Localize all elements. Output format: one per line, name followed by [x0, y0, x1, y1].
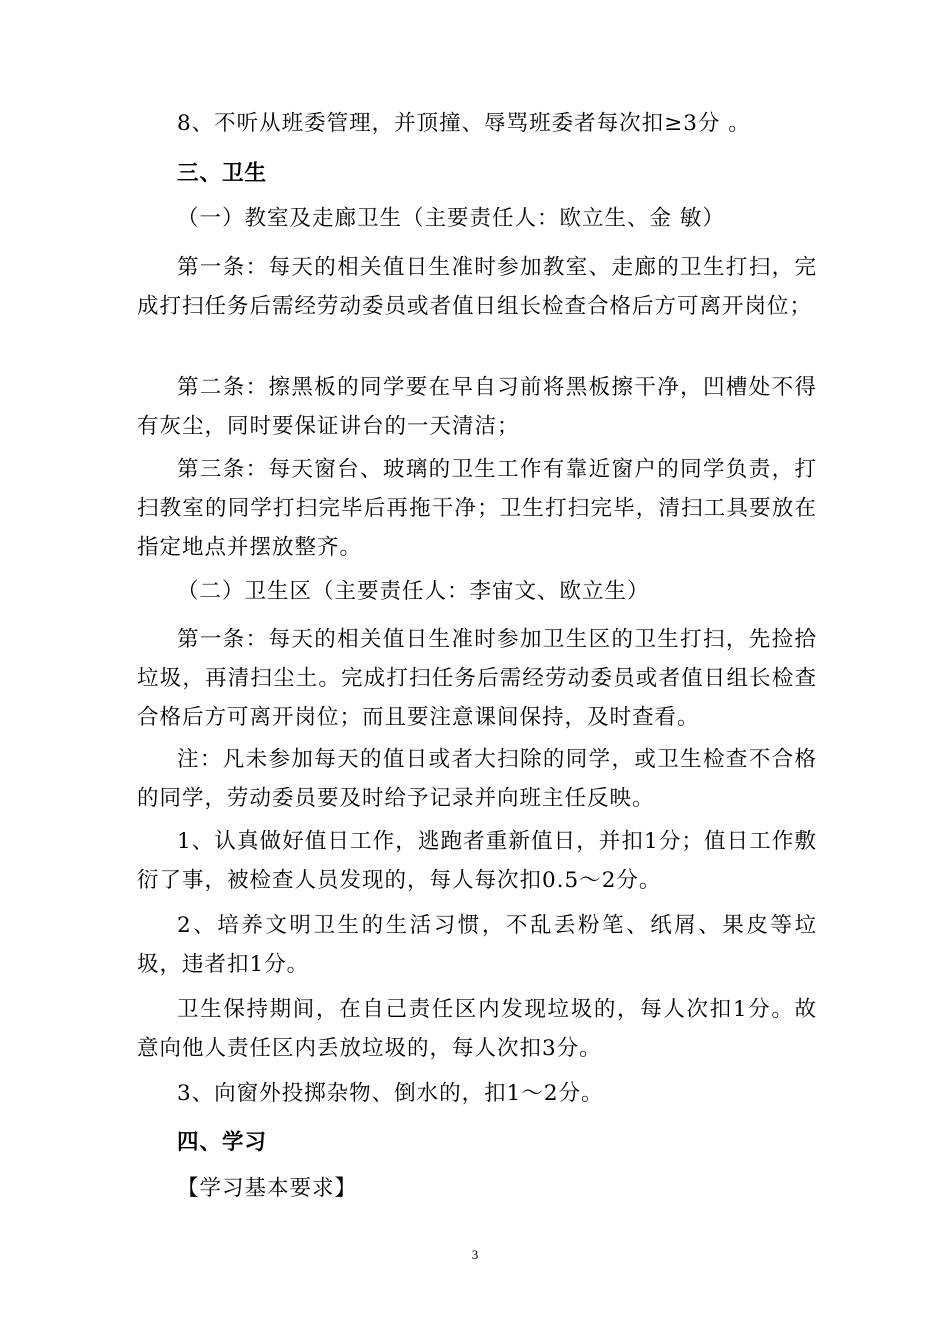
- page-number: 3: [471, 1247, 479, 1262]
- classroom-article-2: 第二条：擦黑板的同学要在早自习前将黑板擦干净，凹槽处不得有灰尘，同时要保证讲台的一天清洁；: [137, 375, 817, 439]
- hygiene-rule-2: 2、培养文明卫生的生活习惯，不乱丢粉笔、纸屑、果皮等垃圾，违者扣1分。: [137, 913, 817, 977]
- section-heading-hygiene: 三、卫生: [177, 161, 268, 186]
- classroom-article-3: 第三条：每天窗台、玻璃的卫生工作有靠近窗户的同学负责，打扫教室的同学打扫完毕后再拖干净；卫生打扫完毕，清扫工具要放在指定地点并摆放整齐。: [137, 457, 817, 560]
- study-requirements-heading: 【学习基本要求】: [177, 1176, 358, 1201]
- subsection-hygiene-area: （二）卫生区（主要责任人：李宙文、欧立生）: [177, 579, 650, 604]
- classroom-article-1: 第一条：每天的相关值日生准时参加教室、走廊的卫生打扫，完成打扫任务后需经劳动委员或者值日组长检查合格后方可离开岗位；: [137, 255, 817, 319]
- rule-item-8: 8、不听从班委管理，并顶撞、辱骂班委者每次扣≥3分 。: [177, 111, 751, 136]
- hygiene-area-article-1: 第一条：每天的相关值日生准时参加卫生区的卫生打扫，先捡拾垃圾，再清扫尘土。完成打扫任务后需经劳动委员或者值日组长检查合格后方可离开岗位；而且要注意课间保持，及时查看。: [137, 627, 817, 730]
- hygiene-rule-3: 3、向窗外投掷杂物、倒水的，扣1～2分。: [177, 1081, 604, 1106]
- hygiene-rule-1: 1、认真做好值日工作，逃跑者重新值日，并扣1分；值日工作敷衍了事，被检查人员发现的，每人每次扣0.5～2分。: [137, 829, 817, 893]
- section-heading-study: 四、学习: [177, 1130, 268, 1155]
- subsection-classroom-corridor: （一）教室及走廊卫生（主要责任人：欧立生、金 敏）: [177, 206, 725, 231]
- hygiene-note: 注：凡未参加每天的值日或者大扫除的同学，或卫生检查不合格的同学，劳动委员要及时给予记录并向班主任反映。: [137, 747, 817, 811]
- hygiene-maintenance: 卫生保持期间，在自己责任区内发现垃圾的，每人次扣1分。故意向他人责任区内丢放垃圾的，每人次扣3分。: [137, 997, 817, 1061]
